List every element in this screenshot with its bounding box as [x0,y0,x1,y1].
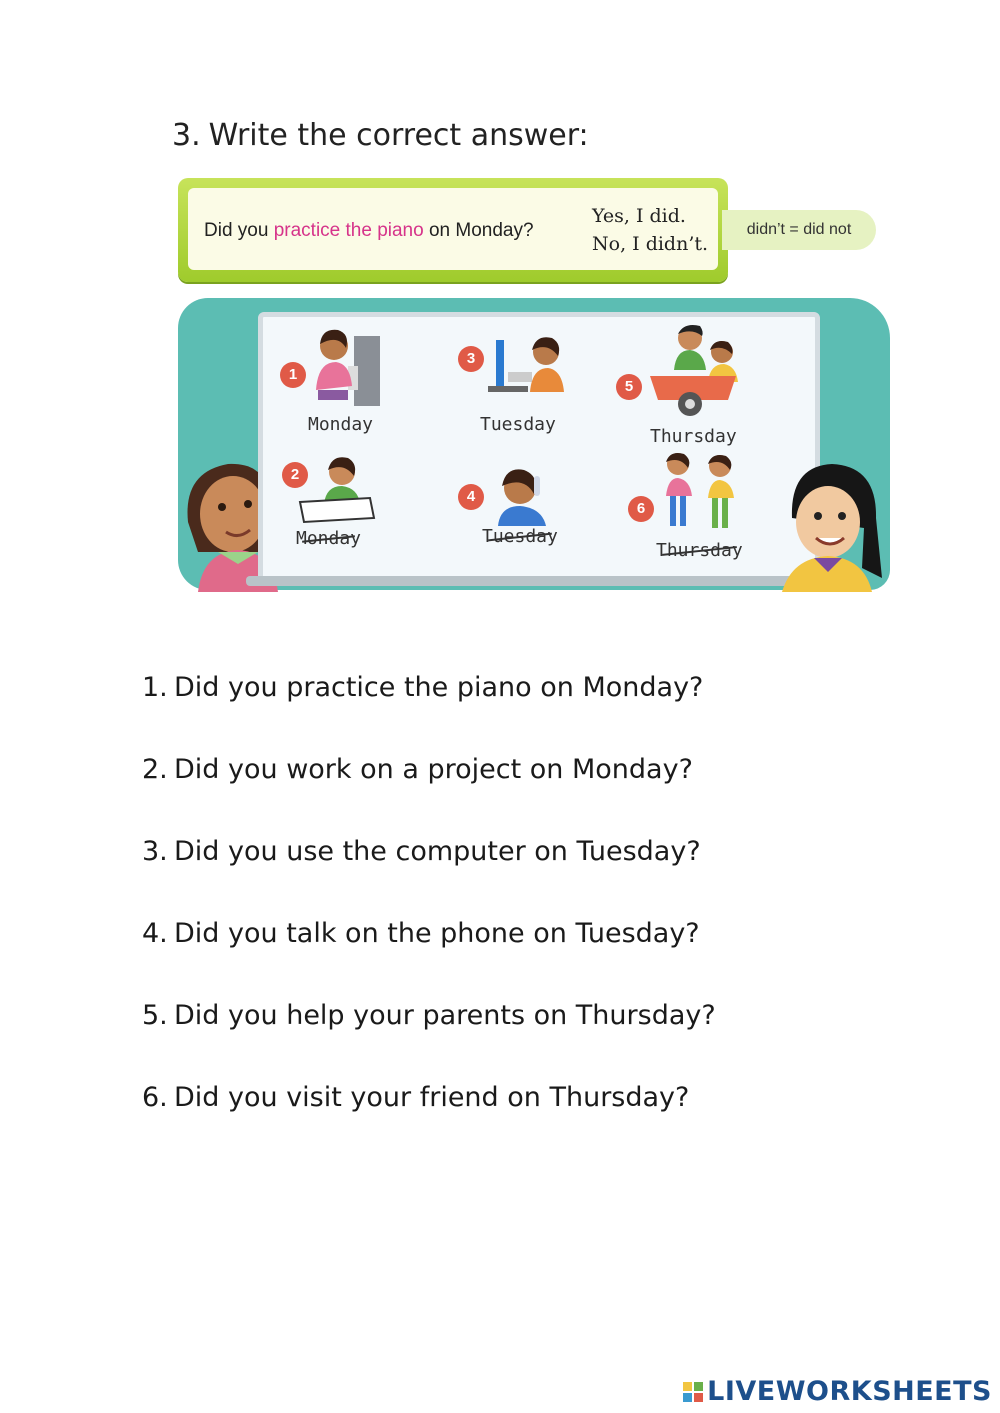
friend-scene-illustration [656,450,746,540]
grammar-answer-no: No, I didn’t. [592,233,709,255]
activity-5 [614,320,764,447]
question-text: Did you work on a project on Monday? [174,754,693,785]
activity-badge: 3 [458,346,484,372]
question-text: Did you visit your friend on Thursday? [174,1082,690,1113]
question-item [142,832,716,914]
grammar-answer-yes: Yes, I did. [592,205,686,227]
question-number: 6. [142,1082,168,1113]
question-text: Did you practice the piano on Monday? [174,672,704,703]
question-number: 5. [142,1000,168,1031]
exercise-instruction: Write the correct answer: [208,118,589,153]
question-item [142,1078,716,1160]
grammar-question [204,220,534,242]
project-scene-illustration [296,456,376,526]
grammar-note: didn’t = did not [722,210,876,250]
activity-badge: 6 [628,496,654,522]
activity-day: Thursday [656,540,743,561]
activity-badge: 2 [282,462,308,488]
question-text: Did you talk on the phone on Tuesday? [174,918,700,949]
liveworksheets-logo [683,1376,992,1407]
question-number: 4. [142,918,168,949]
question-item [142,914,716,996]
activity-1 [280,326,430,436]
activity-badge: 4 [458,484,484,510]
exercise-number: 3. [172,118,201,153]
grammar-answers [592,202,708,258]
question-text: Did you use the computer on Tuesday? [174,836,701,867]
question-text: Did you help your parents on Thursday? [174,1000,716,1031]
activity-day: Thursday [650,426,737,447]
activity-4 [456,464,606,574]
activity-3 [458,334,608,444]
logo-icon [683,1382,703,1402]
question-item [142,668,716,750]
right-girl-illustration [772,458,890,592]
question-number: 3. [142,836,168,867]
activity-day: Monday [296,528,362,549]
grammar-question-start: Did you [204,220,274,241]
question-list [142,668,716,1160]
grammar-question-end: on Monday? [423,220,534,241]
activity-badge: 1 [280,362,306,388]
exercise-heading [172,118,589,153]
parents-scene-illustration [644,320,754,420]
activity-day: Tuesday [482,526,558,547]
grammar-box-inner [188,188,718,270]
grammar-question-highlight: practice the piano [273,220,424,241]
activity-2 [282,456,432,566]
question-number: 1. [142,672,168,703]
logo-text: LIVEWORKSHEETS [707,1376,992,1407]
grammar-box [178,178,728,282]
question-number: 2. [142,754,168,785]
activity-day: Tuesday [480,414,556,435]
piano-scene-illustration [308,326,388,410]
question-item [142,996,716,1078]
whiteboard-tray [246,576,826,586]
computer-scene-illustration [482,334,572,400]
activity-6 [628,450,778,560]
activity-badge: 5 [616,374,642,400]
question-item [142,750,716,832]
phone-scene-illustration [490,464,560,526]
activity-day: Monday [308,414,374,435]
